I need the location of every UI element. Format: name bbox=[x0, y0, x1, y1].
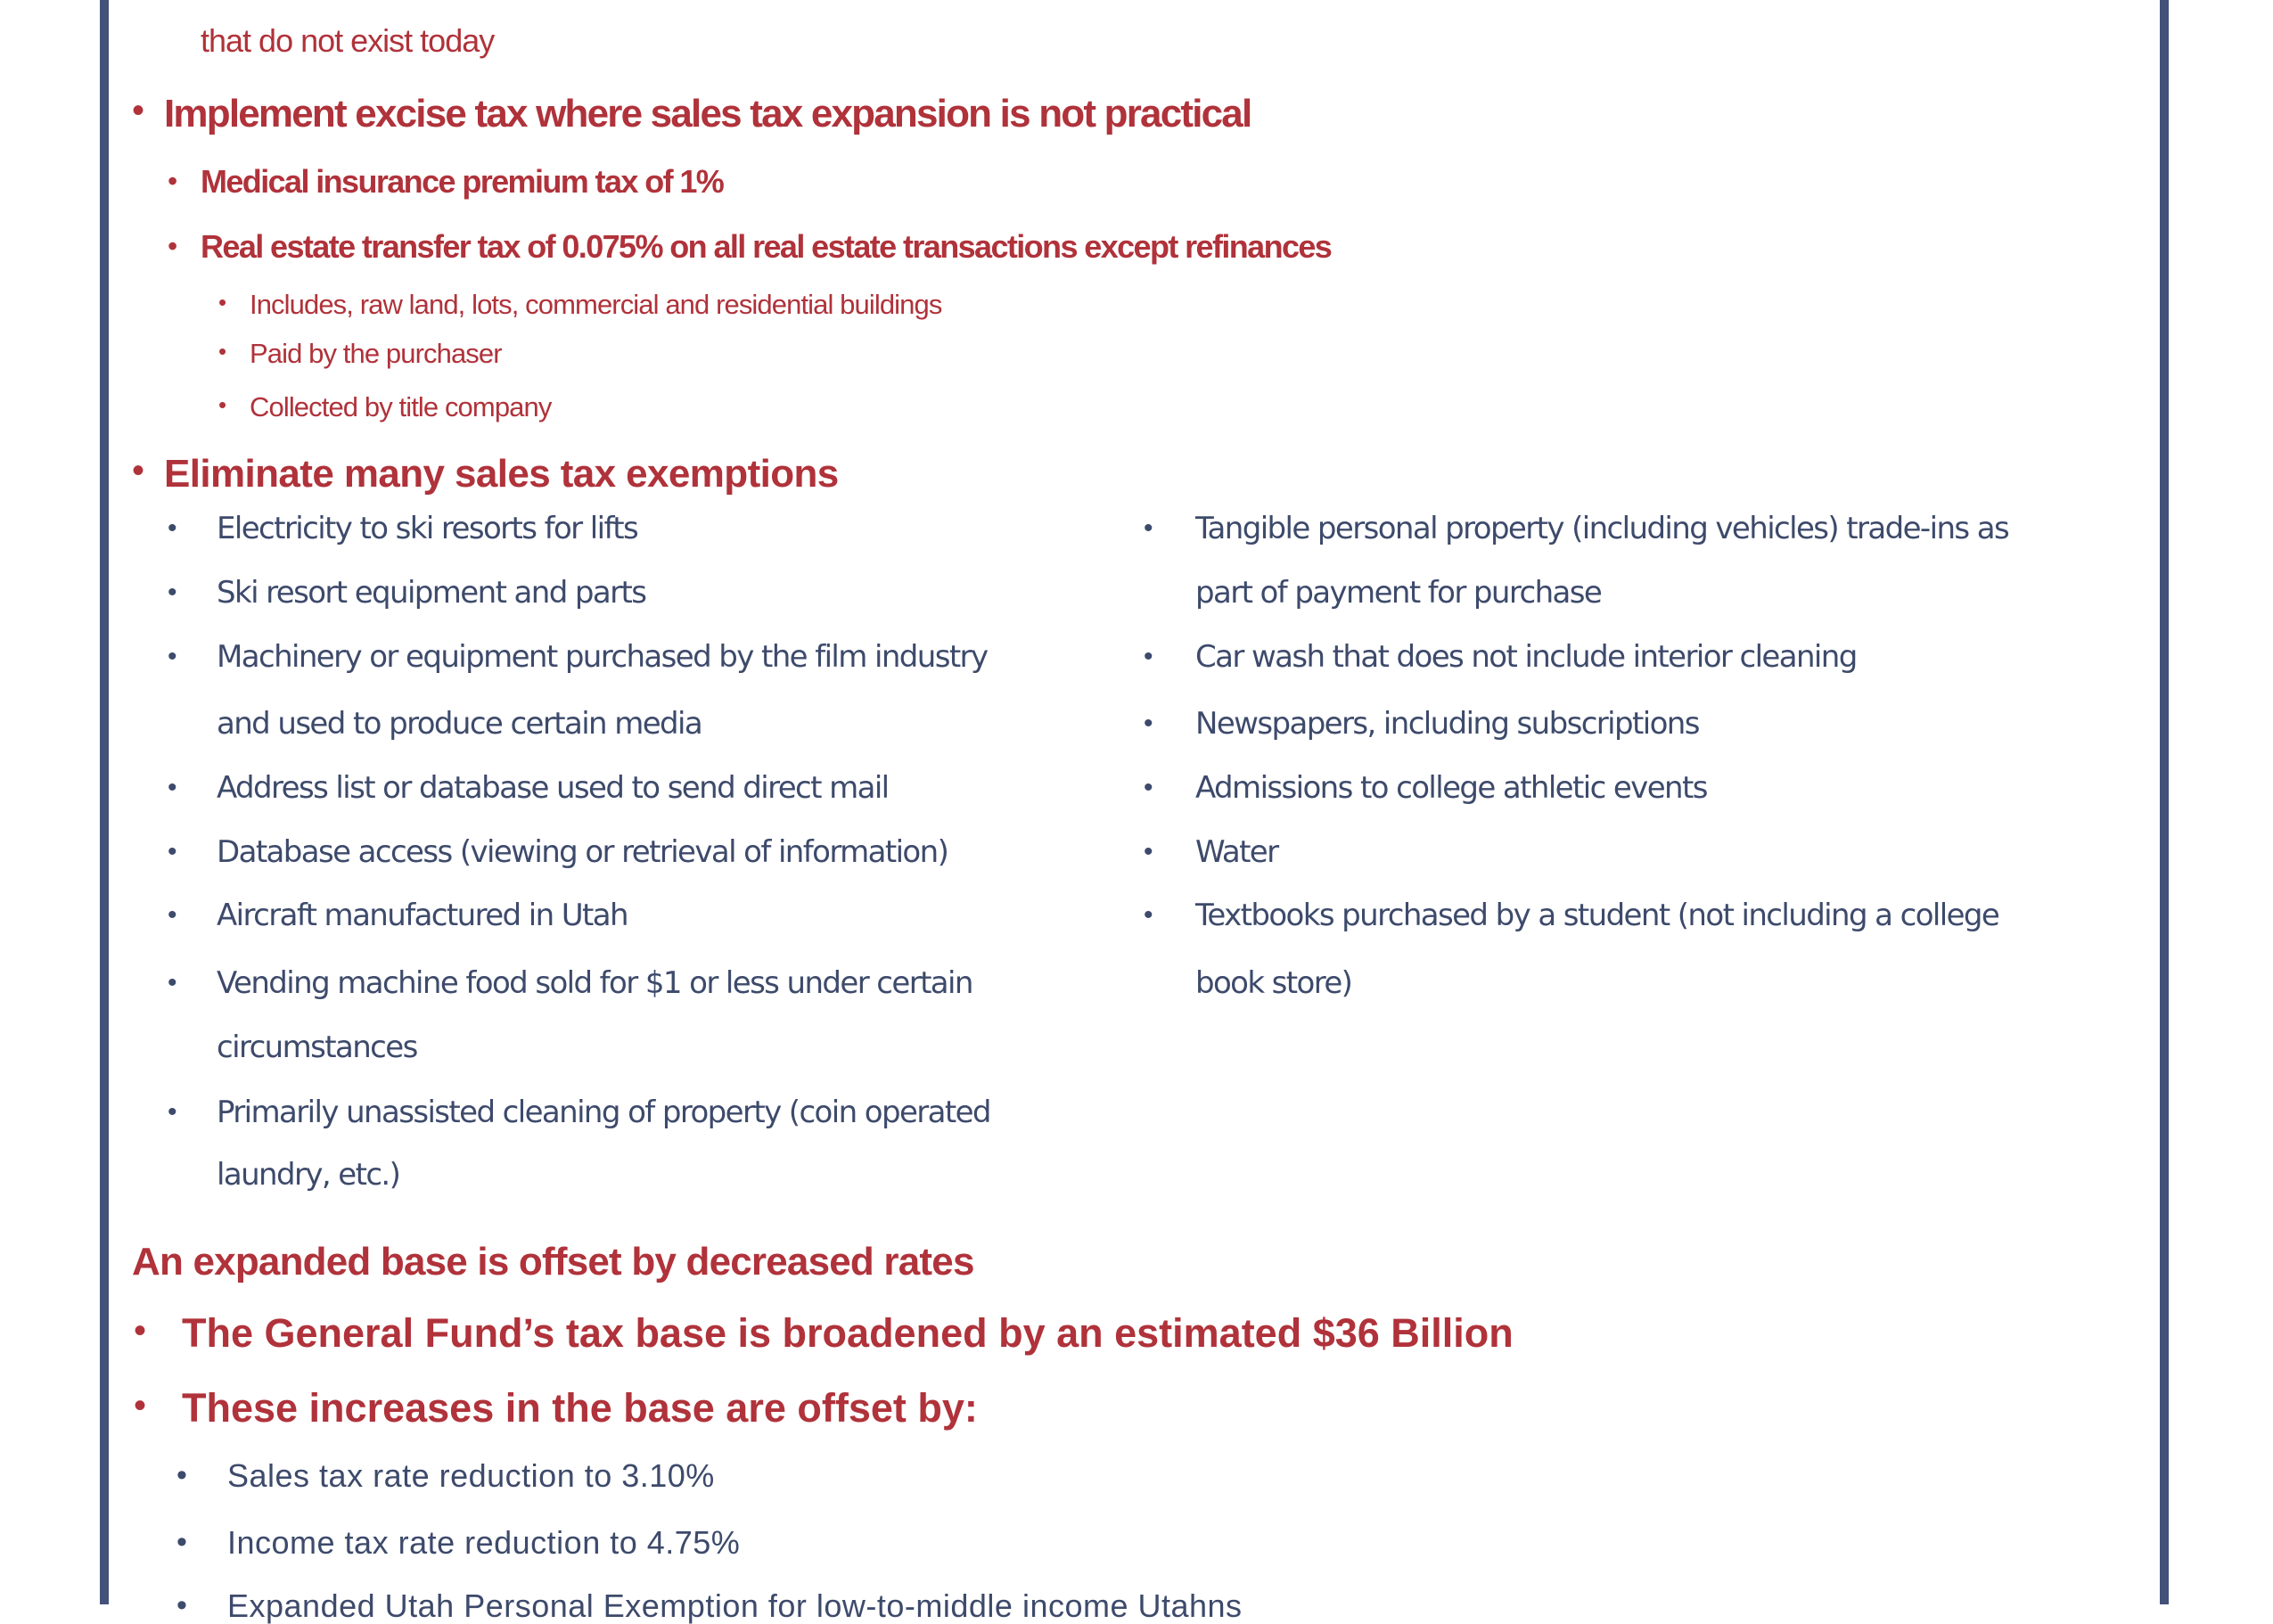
bullet-icon: • bbox=[1144, 642, 1153, 671]
excise-subitem: Collected by title company bbox=[250, 391, 552, 422]
bullet-icon: • bbox=[132, 451, 145, 490]
bullet-icon: • bbox=[134, 1386, 147, 1425]
exemption-item-line: Database access (viewing or retrieval of information) bbox=[217, 834, 948, 870]
bullet-icon: • bbox=[168, 1097, 177, 1127]
bullet-icon: • bbox=[168, 968, 177, 997]
bullet-icon: • bbox=[218, 338, 227, 365]
bullet-icon: • bbox=[218, 289, 227, 316]
bullet-icon: • bbox=[168, 642, 177, 671]
exemption-item-line: Car wash that does not include interior cleaning bbox=[1195, 639, 1857, 675]
bullet-icon: • bbox=[176, 1458, 187, 1492]
bullet-icon: • bbox=[1144, 900, 1153, 930]
exemption-item-line: Admissions to college athletic events bbox=[1195, 770, 1707, 806]
bullet-icon: • bbox=[168, 230, 178, 262]
bullet-icon: • bbox=[168, 165, 178, 197]
bullet-icon: • bbox=[132, 91, 145, 130]
exemption-item-line: Address list or database used to send direct mail bbox=[217, 770, 889, 806]
page-border-right bbox=[2160, 0, 2169, 1604]
exemption-item-line: Vending machine food sold for $1 or less under certain bbox=[217, 965, 972, 1001]
bullet-icon: • bbox=[1144, 709, 1153, 738]
offset-heading: An expanded base is offset by decreased rates bbox=[132, 1240, 974, 1284]
exemption-item-line: part of payment for purchase bbox=[1195, 575, 1602, 611]
excise-item: Medical insurance premium tax of 1% bbox=[201, 163, 724, 200]
bullet-icon: • bbox=[168, 837, 177, 866]
bullet-icon: • bbox=[168, 900, 177, 930]
continuation-text: that do not exist today bbox=[201, 22, 495, 59]
exemption-item-line: book store) bbox=[1195, 965, 1352, 1001]
bullet-icon: • bbox=[168, 578, 177, 607]
exemption-item-line: Water bbox=[1195, 834, 1278, 870]
exemption-item-line: Tangible personal property (including vehicles) trade-ins as bbox=[1195, 511, 2009, 546]
exemption-item-line: and used to produce certain media bbox=[217, 706, 702, 742]
excise-item: Real estate transfer tax of 0.075% on all real estate transactions except refinances bbox=[201, 228, 1332, 265]
exemption-item-line: Newspapers, including subscriptions bbox=[1195, 706, 1699, 742]
exemption-item-line: Electricity to ski resorts for lifts bbox=[217, 511, 638, 546]
offset-item: The General Fund’s tax base is broadened by an estimated $36 Billion bbox=[182, 1310, 1514, 1356]
exemption-item-line: laundry, etc.) bbox=[217, 1157, 400, 1193]
exemption-item-line: Aircraft manufactured in Utah bbox=[217, 898, 628, 933]
bullet-icon: • bbox=[134, 1311, 147, 1350]
bullet-icon: • bbox=[218, 391, 227, 418]
exemption-item-line: Machinery or equipment purchased by the film industry bbox=[217, 639, 988, 675]
bullet-icon: • bbox=[168, 773, 177, 802]
exemption-item-line: Textbooks purchased by a student (not including a college bbox=[1195, 898, 1999, 933]
bullet-icon: • bbox=[1144, 837, 1153, 866]
bullet-icon: • bbox=[168, 513, 177, 543]
excise-subitem: Paid by the purchaser bbox=[250, 338, 502, 369]
exemption-item-line: circumstances bbox=[217, 1029, 417, 1065]
bullet-icon: • bbox=[176, 1525, 187, 1559]
bullet-icon: • bbox=[1144, 773, 1153, 802]
offset-subitem: Sales tax rate reduction to 3.10% bbox=[227, 1457, 715, 1494]
exemption-item-line: Primarily unassisted cleaning of property (coin operated bbox=[217, 1095, 990, 1130]
exemptions-heading: Eliminate many sales tax exemptions bbox=[164, 452, 839, 496]
offset-item: These increases in the base are offset by: bbox=[182, 1385, 978, 1431]
offset-subitem: Expanded Utah Personal Exemption for low-to-middle income Utahns bbox=[227, 1587, 1243, 1624]
exemption-item-line: Ski resort equipment and parts bbox=[217, 575, 646, 611]
page-border-left bbox=[100, 0, 109, 1604]
bullet-icon: • bbox=[176, 1588, 187, 1622]
excise-subitem: Includes, raw land, lots, commercial and residential buildings bbox=[250, 289, 942, 320]
offset-subitem: Income tax rate reduction to 4.75% bbox=[227, 1524, 741, 1561]
excise-heading: Implement excise tax where sales tax expansion is not practical bbox=[164, 92, 1251, 135]
bullet-icon: • bbox=[1144, 513, 1153, 543]
